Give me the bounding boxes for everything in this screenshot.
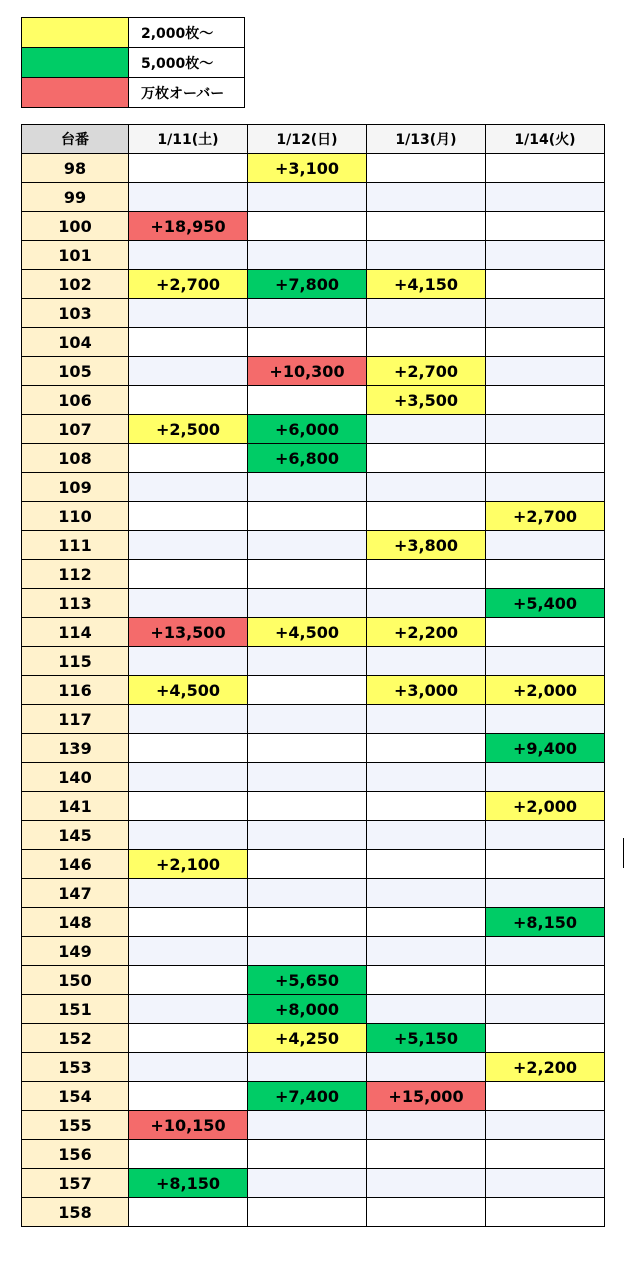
result-cell [129,531,248,560]
result-cell [486,183,605,212]
result-cell: +7,400 [248,1082,367,1111]
result-cell [129,299,248,328]
result-cell [367,647,486,676]
result-cell [486,705,605,734]
result-cell [367,1198,486,1227]
machine-number: 99 [22,183,129,212]
machine-number: 146 [22,850,129,879]
table-row [22,299,605,328]
result-cell [129,1024,248,1053]
result-cell [367,705,486,734]
table-row [22,676,605,705]
result-cell: +4,500 [129,676,248,705]
legend-row [22,48,245,78]
result-cell [129,502,248,531]
result-cell [486,1024,605,1053]
table-row [22,473,605,502]
result-cell: +9,400 [486,734,605,763]
result-cell: +2,000 [486,676,605,705]
result-cell [486,560,605,589]
machine-number: 114 [22,618,129,647]
result-cell [129,444,248,473]
machine-number: 110 [22,502,129,531]
machine-number: 112 [22,560,129,589]
machine-results-table [21,124,605,1227]
table-row [22,647,605,676]
result-cell [248,502,367,531]
machine-number: 158 [22,1198,129,1227]
table-row [22,966,605,995]
table-row [22,618,605,647]
result-cell [367,1169,486,1198]
legend-swatch [22,18,129,48]
result-cell [129,908,248,937]
table-row [22,879,605,908]
result-cell [129,1082,248,1111]
result-cell [129,1140,248,1169]
machine-number: 153 [22,1053,129,1082]
result-cell [367,241,486,270]
result-cell: +2,700 [129,270,248,299]
result-cell: +5,150 [367,1024,486,1053]
result-cell [486,241,605,270]
result-cell [367,792,486,821]
result-cell [486,328,605,357]
result-cell [486,212,605,241]
table-row [22,1082,605,1111]
result-cell [248,183,367,212]
result-cell [486,1140,605,1169]
table-row [22,589,605,618]
machine-number: 104 [22,328,129,357]
result-cell [129,763,248,792]
result-cell [248,1111,367,1140]
result-cell [129,879,248,908]
result-cell: +8,000 [248,995,367,1024]
result-cell [248,879,367,908]
legend-row [22,18,245,48]
result-cell [248,473,367,502]
result-cell [486,937,605,966]
legend [21,17,245,108]
header-date-4: 1/14(火) [486,125,605,154]
header-date-3: 1/13(月) [367,125,486,154]
result-cell [248,908,367,937]
machine-number: 157 [22,1169,129,1198]
result-cell: +2,100 [129,850,248,879]
table-row [22,734,605,763]
table-row [22,531,605,560]
result-cell [486,1198,605,1227]
result-cell [367,415,486,444]
result-cell [486,357,605,386]
legend-label: 5,000枚～ [129,48,245,78]
result-cell [367,995,486,1024]
result-cell [367,589,486,618]
machine-number: 117 [22,705,129,734]
result-cell [129,937,248,966]
table-row [22,212,605,241]
result-cell [486,850,605,879]
table-header-row [22,125,605,154]
result-cell [248,763,367,792]
result-cell [248,212,367,241]
result-cell: +7,800 [248,270,367,299]
result-cell: +8,150 [129,1169,248,1198]
result-cell [486,531,605,560]
machine-number: 151 [22,995,129,1024]
table-row [22,995,605,1024]
result-cell [367,328,486,357]
table-row [22,502,605,531]
result-cell [129,241,248,270]
table-row [22,1169,605,1198]
table-row [22,908,605,937]
result-cell [486,299,605,328]
result-cell [367,966,486,995]
result-cell [367,1053,486,1082]
result-cell [248,937,367,966]
result-cell [486,1169,605,1198]
result-cell [367,1140,486,1169]
table-row [22,270,605,299]
machine-number: 98 [22,154,129,183]
result-cell: +10,150 [129,1111,248,1140]
result-cell [367,502,486,531]
result-cell [129,357,248,386]
table-row [22,357,605,386]
result-cell [248,560,367,589]
result-cell [248,1053,367,1082]
table-row [22,1111,605,1140]
result-cell: +3,800 [367,531,486,560]
table-row [22,183,605,212]
table-row [22,705,605,734]
result-cell: +4,500 [248,618,367,647]
result-cell: +2,200 [486,1053,605,1082]
machine-number: 140 [22,763,129,792]
machine-number: 139 [22,734,129,763]
result-cell: +2,700 [486,502,605,531]
result-cell: +3,000 [367,676,486,705]
table-row [22,1053,605,1082]
result-cell [248,850,367,879]
legend-label: 万枚オーバー [129,78,245,108]
result-cell [248,676,367,705]
result-cell [248,328,367,357]
result-cell: +8,150 [486,908,605,937]
result-cell [248,386,367,415]
table-row [22,560,605,589]
result-cell: +18,950 [129,212,248,241]
result-cell [367,212,486,241]
table-row [22,415,605,444]
machine-number: 102 [22,270,129,299]
machine-number: 103 [22,299,129,328]
result-cell [486,879,605,908]
machine-number: 156 [22,1140,129,1169]
header-date-1: 1/11(土) [129,125,248,154]
machine-number: 116 [22,676,129,705]
machine-number: 107 [22,415,129,444]
result-cell [248,1169,367,1198]
result-cell [129,154,248,183]
legend-label: 2,000枚～ [129,18,245,48]
result-cell [486,821,605,850]
result-cell [129,966,248,995]
result-cell [248,1140,367,1169]
result-cell [367,299,486,328]
table-row [22,1140,605,1169]
result-cell [367,473,486,502]
result-cell: +3,500 [367,386,486,415]
table-row [22,444,605,473]
machine-number: 145 [22,821,129,850]
result-cell [486,270,605,299]
result-cell: +4,250 [248,1024,367,1053]
result-cell [129,821,248,850]
result-cell [486,386,605,415]
result-cell: +4,150 [367,270,486,299]
machine-number: 115 [22,647,129,676]
result-cell [486,647,605,676]
result-cell [248,792,367,821]
machine-number: 100 [22,212,129,241]
machine-number: 101 [22,241,129,270]
table-row [22,154,605,183]
result-cell: +6,000 [248,415,367,444]
result-cell [248,647,367,676]
result-cell [129,995,248,1024]
result-cell [129,1053,248,1082]
result-cell [486,966,605,995]
divider-line [623,838,624,868]
header-date-2: 1/12(日) [248,125,367,154]
table-row [22,850,605,879]
result-cell [486,995,605,1024]
table-row [22,386,605,415]
result-cell [129,1198,248,1227]
result-cell [367,1111,486,1140]
result-cell: +10,300 [248,357,367,386]
result-cell [129,560,248,589]
machine-number: 152 [22,1024,129,1053]
result-cell [486,444,605,473]
result-cell [486,154,605,183]
result-cell [248,589,367,618]
result-cell [486,1111,605,1140]
header-machine-no: 台番 [22,125,129,154]
result-cell [129,705,248,734]
machine-number: 111 [22,531,129,560]
result-cell [367,850,486,879]
machine-number: 147 [22,879,129,908]
table-row [22,1198,605,1227]
result-cell [129,183,248,212]
result-cell [129,734,248,763]
machine-number: 154 [22,1082,129,1111]
result-cell [367,154,486,183]
result-cell [367,560,486,589]
result-cell [367,908,486,937]
table-row [22,241,605,270]
result-cell: +5,650 [248,966,367,995]
machine-number: 109 [22,473,129,502]
result-cell [248,241,367,270]
result-cell: +2,500 [129,415,248,444]
result-cell: +3,100 [248,154,367,183]
legend-row [22,78,245,108]
result-cell: +2,700 [367,357,486,386]
result-cell: +6,800 [248,444,367,473]
machine-number: 106 [22,386,129,415]
result-cell [367,734,486,763]
table-row [22,763,605,792]
result-cell [367,183,486,212]
machine-number: 149 [22,937,129,966]
legend-swatch [22,48,129,78]
result-cell [486,415,605,444]
result-cell [367,821,486,850]
result-cell [248,1198,367,1227]
result-cell: +5,400 [486,589,605,618]
result-cell [248,705,367,734]
machine-number: 105 [22,357,129,386]
result-cell [486,1082,605,1111]
result-cell [367,763,486,792]
table-row [22,1024,605,1053]
table-row [22,821,605,850]
result-cell [367,937,486,966]
result-cell [248,531,367,560]
result-cell: +2,000 [486,792,605,821]
result-cell [486,473,605,502]
table-row [22,328,605,357]
result-cell [248,734,367,763]
result-cell: +2,200 [367,618,486,647]
result-cell [129,589,248,618]
result-cell: +15,000 [367,1082,486,1111]
machine-number: 155 [22,1111,129,1140]
result-cell [248,821,367,850]
machine-number: 108 [22,444,129,473]
result-cell [486,618,605,647]
result-cell [248,299,367,328]
result-cell [367,879,486,908]
legend-swatch [22,78,129,108]
result-cell [367,444,486,473]
machine-number: 150 [22,966,129,995]
machine-number: 113 [22,589,129,618]
result-cell [129,473,248,502]
table-row [22,792,605,821]
machine-number: 148 [22,908,129,937]
machine-number: 141 [22,792,129,821]
result-cell [129,792,248,821]
result-cell [129,328,248,357]
result-cell [129,647,248,676]
result-cell: +13,500 [129,618,248,647]
table-row [22,937,605,966]
result-cell [129,386,248,415]
result-cell [486,763,605,792]
